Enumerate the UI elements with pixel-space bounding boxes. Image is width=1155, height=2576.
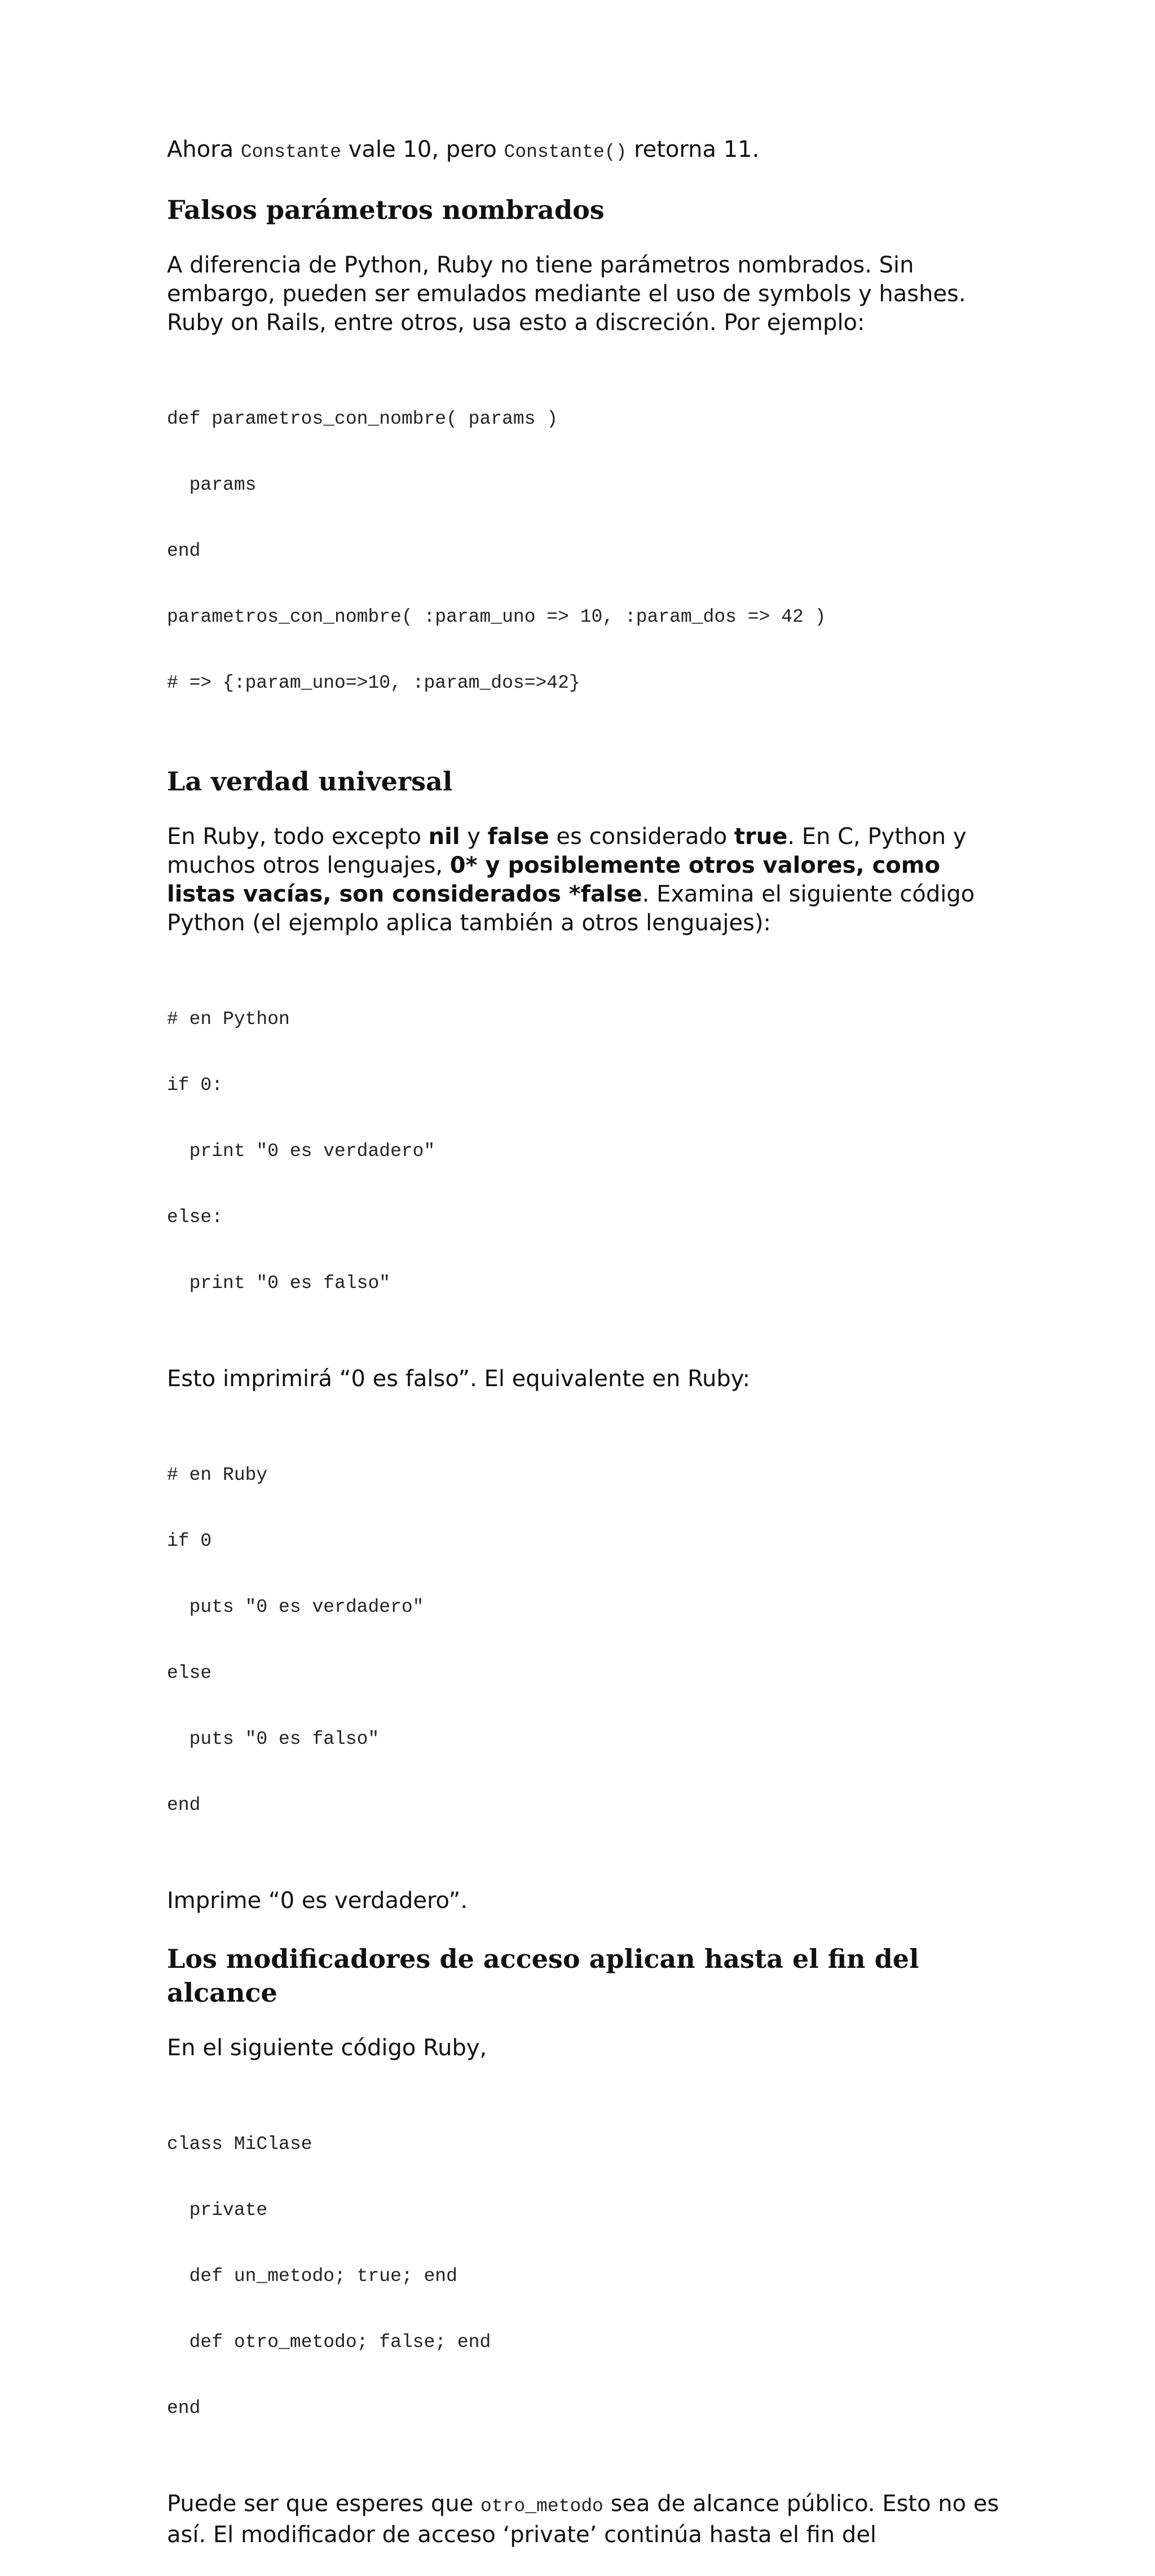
- code-line: # en Python: [167, 1009, 290, 1030]
- code-line: puts "0 es verdadero": [167, 1597, 424, 1617]
- inline-code-constante: Constante: [240, 142, 342, 162]
- code-line: def otro_metodo; false; end: [167, 2332, 491, 2353]
- code-line: parametros_con_nombre( :param_uno => 10, :param_dos => 42 ): [167, 606, 826, 627]
- code-block-miclase: [167, 2089, 1013, 2463]
- code-line: def parametros_con_nombre( params ): [167, 408, 558, 429]
- heading-verdad-universal: La verdad universal: [167, 766, 453, 797]
- paragraph-otro-metodo: Puede ser que esperes que otro_metodo sea de alcance público. Esto no es así. El modificador de acceso ‘private’ continúa hasta el fin del: [167, 2491, 999, 2548]
- code-line: if 0:: [167, 1075, 223, 1096]
- code-line: params: [167, 474, 257, 495]
- code-line: else: [167, 1663, 212, 1683]
- code-line: print "0 es falso": [167, 1273, 391, 1294]
- paragraph-imprimira: Esto imprimirá “0 es falso”. El equivalente en Ruby:: [167, 1366, 751, 1392]
- code-line: end: [167, 1795, 201, 1815]
- document-page: [167, 135, 1013, 2576]
- code-line: end: [167, 2398, 201, 2419]
- paragraph-verdad: En Ruby, todo excepto nil y false es considerado true. En C, Python y muchos otros lenguajes, 0* y posiblemente otros valores, como listas vacías, son considerados *false. Examina el siguiente código Python (el ejemplo aplica también a otros lenguajes):: [167, 824, 975, 936]
- paragraph-parametros: A diferencia de Python, Ruby no tiene parámetros nombrados. Sin embargo, pueden ser emulados mediante el uso de symbols y hashes. Ruby on Rails, entre otros, usa esto a discreción. Por ejemplo:: [167, 252, 966, 336]
- code-line: else:: [167, 1207, 223, 1228]
- code-block-parametros: [167, 364, 1013, 738]
- code-line: private: [167, 2200, 268, 2221]
- heading-falsos-parametros: Falsos parámetros nombrados: [167, 195, 605, 225]
- inline-code-constante-call: Constante(): [504, 142, 627, 162]
- code-line: print "0 es verdadero": [167, 1141, 435, 1162]
- paragraph-constante: Ahora Constante vale 10, pero Constante() retorna 11.: [167, 137, 760, 162]
- code-line: # en Ruby: [167, 1465, 268, 1485]
- code-line: # => {:param_uno=>10, :param_dos=>42}: [167, 672, 580, 693]
- code-line: def un_metodo; true; end: [167, 2266, 457, 2287]
- code-line: if 0: [167, 1531, 212, 1551]
- code-line: end: [167, 540, 201, 561]
- paragraph-siguiente-codigo: En el siguiente código Ruby,: [167, 2035, 487, 2061]
- code-block-python: [167, 964, 1013, 1338]
- code-line: class MiClase: [167, 2134, 312, 2155]
- code-line: puts "0 es falso": [167, 1729, 380, 1749]
- heading-modificadores: Los modificadores de acceso aplican hasta el fin del alcance: [167, 1944, 919, 2008]
- code-block-ruby: [167, 1420, 1013, 1860]
- paragraph-imprime: Imprime “0 es verdadero”.: [167, 1888, 468, 1914]
- inline-code-otro-metodo: otro_metodo: [480, 2496, 603, 2517]
